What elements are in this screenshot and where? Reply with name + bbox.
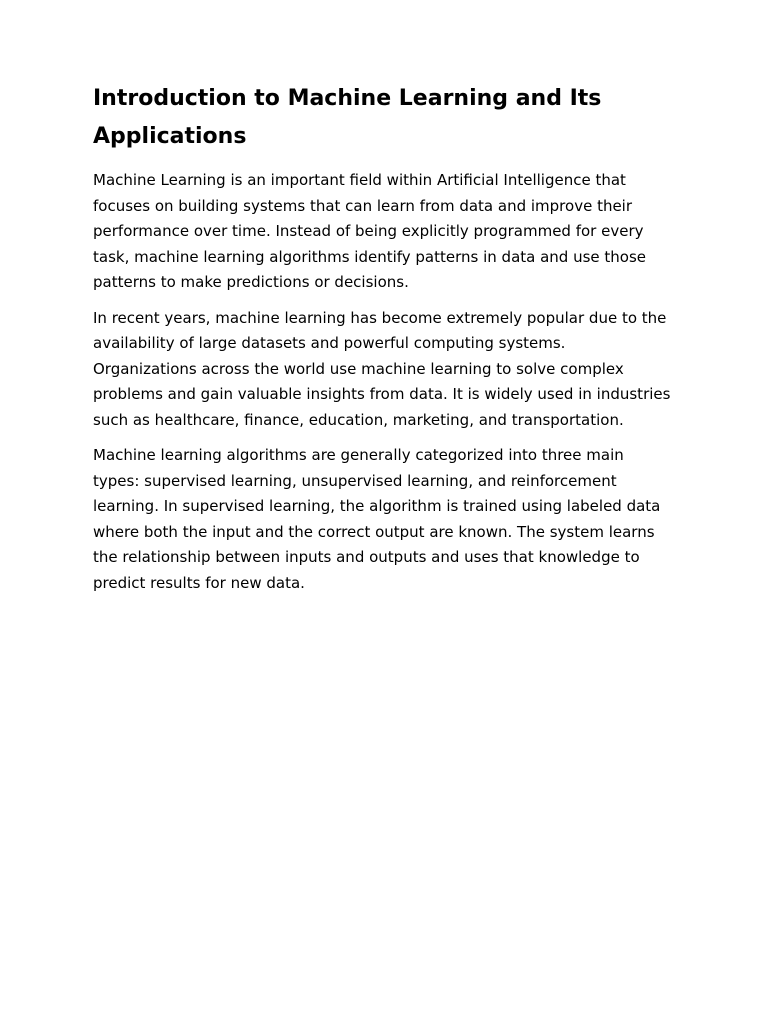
document-page [93,80,673,596]
paragraph-popularity: In recent years, machine learning has become extremely popular due to the availability of large datasets and powerful computing systems. Organizations across the world use machine learning to solve complex problems and gain valuable insights from data. It is widely used in industries such as healthcare, finance, education, marketing, and transportation. [93,308,671,429]
paragraph-types: Machine learning algorithms are generally categorized into three main types: supervised learning, unsupervised learning, and reinforcement learning. In supervised learning, the algorithm is trained using labeled data where both the input and the correct output are known. The system learns the relationship between inputs and outputs and uses that knowledge to predict results for new data. [93,446,661,592]
document-title: Introduction to Machine Learning and Its Applications [93,86,602,149]
paragraph-intro: Machine Learning is an important field within Artificial Intelligence that focuses on building systems that can learn from data and improve their performance over time. Instead of being explicitly programmed for every task, machine learning algorithms identify patterns in data and use those patterns to make predictions or decisions. [93,171,647,291]
